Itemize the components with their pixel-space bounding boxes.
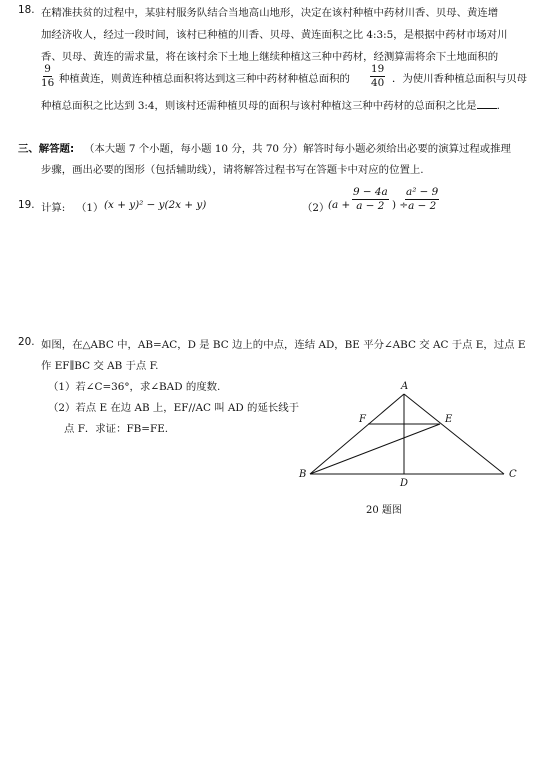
math-expression: (a + [328, 199, 351, 211]
math-operator: ) ÷ [392, 199, 409, 211]
question-text-line [41, 97, 500, 112]
fraction [352, 186, 389, 213]
question-label: 计算: [41, 202, 66, 214]
point-label-D: D [400, 478, 409, 489]
sub-question: （2）若点 E 在边 AB 上，EF//AC 叫 AD 的延长线于 [48, 402, 300, 414]
question-text-line: ．为使川香种植总面积与贝母 [392, 73, 528, 85]
section-instructions: 步骤，画出必要的图形（包括辅助线），请将解答过程书写在答题卡中对应的位置上. [41, 164, 424, 176]
point-label-E: E [445, 414, 453, 425]
question-text-line: 作 EF∥BC 交 AB 于点 F. [41, 360, 159, 372]
fraction [405, 186, 439, 213]
point-label-F: F [359, 414, 366, 425]
figure-caption: 20 题图 [366, 505, 402, 516]
fraction-9-16 [41, 63, 54, 90]
fraction-numerator: 9 − 4a [353, 186, 388, 198]
fraction-denominator: a − 2 [408, 200, 437, 212]
segment-AB [310, 394, 404, 474]
segment-BE [310, 424, 440, 474]
question-text-line: 如图，在△ABC 中，AB=AC，D 是 BC 边上的中点，连结 AD，BE 平分∠ABC 交 AC 于点 E，过点 E [41, 339, 526, 351]
question-text-line: 在精准扶贫的过程中，某驻村服务队结合当地高山地形，决定在该村种植中药材川香、贝母、黄连增 [41, 7, 499, 19]
question-text-line: 香、贝母、黄连的需求量，将在该村余下土地上继续种植这三种中药材，经测算需将余下土地面积的 [41, 51, 499, 63]
point-label-A: A [401, 381, 409, 392]
fraction-numerator: 9 [44, 63, 51, 75]
section-label: 三、解答题: [18, 143, 75, 155]
section-instructions: （本大题 7 个小题，每小题 10 分，共 70 分）解答时每小题必须给出必要的演算过程或推理 [84, 143, 511, 155]
fraction-denominator: a − 2 [356, 200, 385, 212]
answer-blank [477, 99, 497, 109]
fraction-numerator: 19 [371, 63, 385, 75]
fraction-denominator: 16 [41, 77, 55, 89]
part-label: （2） [302, 202, 330, 214]
part-label: （1） [76, 202, 104, 214]
fraction-numerator: a² − 9 [406, 186, 439, 198]
segment-AC [404, 394, 504, 474]
triangle-figure [290, 376, 530, 491]
sub-question: 点 F．求证：FB=FE. [64, 423, 169, 435]
point-label-B: B [299, 469, 307, 480]
sub-question: （1）若∠C=36°，求∠BAD 的度数. [48, 381, 221, 393]
fraction-denominator: 40 [371, 77, 385, 89]
question-number: 20. [18, 336, 35, 348]
question-number: 19. [18, 199, 35, 211]
period: . [496, 100, 500, 112]
question-number: 18. [18, 4, 35, 16]
question-text: 种植总面积之比达到 3:4，则该村还需种植贝母的面积与该村种植这三种中药材的总面积之比是 [41, 100, 477, 112]
fraction-19-40 [370, 63, 385, 90]
math-expression: (x + y)² − y(2x + y) [104, 199, 207, 211]
point-label-C: C [509, 469, 517, 480]
question-text-line: 加经济收人，经过一段时间，该村已种植的川香、贝母、黄连面积之比 4:3:5，是根据中药材市场对川 [41, 29, 508, 41]
question-text-line: 种植黄连，则黄连种植总面积将达到这三种中药材种植总面积的 [59, 73, 350, 85]
